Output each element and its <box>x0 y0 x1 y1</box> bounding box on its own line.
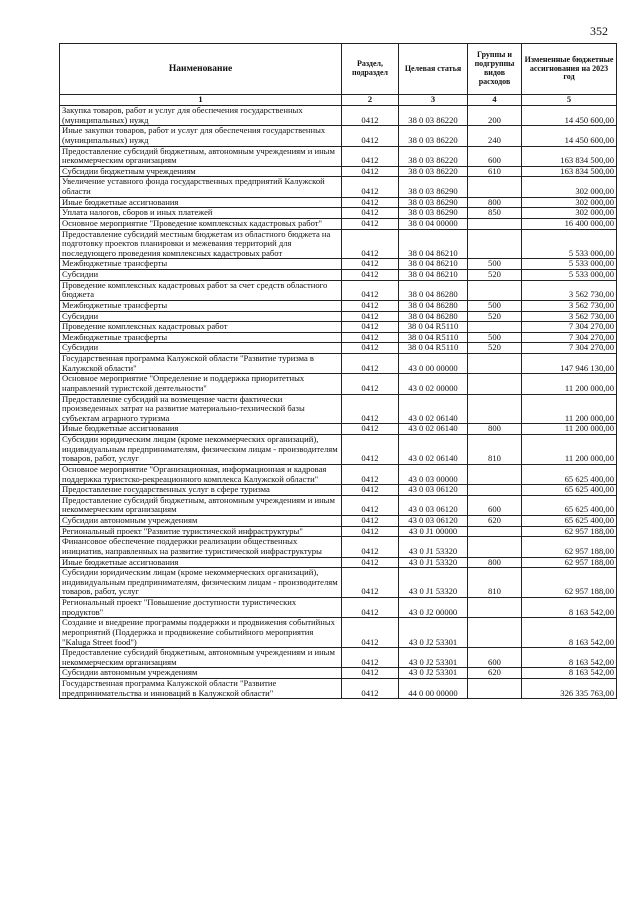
row-section: 0412 <box>342 374 399 394</box>
table-row <box>60 259 617 270</box>
table-row <box>60 197 617 208</box>
column-number: 4 <box>468 95 522 106</box>
row-article: 43 0 02 00000 <box>399 374 468 394</box>
row-amount: 14 450 600,00 <box>522 126 617 146</box>
row-name: Субсидии бюджетным учреждениям <box>60 166 342 177</box>
row-amount: 5 533 000,00 <box>522 259 617 270</box>
row-group <box>468 464 522 484</box>
row-section: 0412 <box>342 354 399 374</box>
table-row <box>60 648 617 668</box>
row-article: 38 0 04 86280 <box>399 311 468 322</box>
row-group <box>468 374 522 394</box>
column-number: 1 <box>60 95 342 106</box>
row-amount: 65 625 400,00 <box>522 495 617 515</box>
row-name: Субсидии <box>60 343 342 354</box>
row-name: Предоставление субсидий бюджетным, автономным учреждениям и иным некоммерческим организациям <box>60 146 342 166</box>
table-row <box>60 332 617 343</box>
row-section: 0412 <box>342 311 399 322</box>
row-amount: 5 533 000,00 <box>522 229 617 259</box>
row-name: Субсидии <box>60 311 342 322</box>
table-row <box>60 668 617 679</box>
table-row <box>60 354 617 374</box>
row-group <box>468 679 522 699</box>
row-group: 520 <box>468 311 522 322</box>
row-section: 0412 <box>342 280 399 300</box>
row-article: 43 0 J1 53320 <box>399 537 468 557</box>
table-row <box>60 495 617 515</box>
page-number: 352 <box>590 24 608 38</box>
row-article: 38 0 03 86220 <box>399 126 468 146</box>
row-name: Основное мероприятие "Проведение комплексных кадастровых работ" <box>60 218 342 229</box>
row-section: 0412 <box>342 218 399 229</box>
row-name: Государственная программа Калужской области "Развитие туризма в Калужской области" <box>60 354 342 374</box>
row-amount: 302 000,00 <box>522 177 617 197</box>
table-row <box>60 618 617 648</box>
table-row <box>60 229 617 259</box>
column-number: 3 <box>399 95 468 106</box>
table-row <box>60 374 617 394</box>
row-article: 43 0 03 06120 <box>399 495 468 515</box>
row-group: 500 <box>468 332 522 343</box>
header-group: Группы и подгруппы видов расходов <box>468 44 522 95</box>
table-row <box>60 485 617 496</box>
row-name: Иные бюджетные ассигнования <box>60 424 342 435</box>
row-amount: 11 200 000,00 <box>522 374 617 394</box>
row-amount: 147 946 130,00 <box>522 354 617 374</box>
row-name: Предоставление субсидий бюджетным, автономным учреждениям и иным некоммерческим организациям <box>60 648 342 668</box>
row-section: 0412 <box>342 598 399 618</box>
row-group <box>468 218 522 229</box>
row-name: Субсидии юридическим лицам (кроме некоммерческих организаций), индивидуальным предпринимателям, физическим лицам - производителям товаров, работ, услуг <box>60 435 342 465</box>
table-row <box>60 343 617 354</box>
row-group <box>468 526 522 537</box>
row-amount: 3 562 730,00 <box>522 311 617 322</box>
row-section: 0412 <box>342 568 399 598</box>
row-amount: 11 200 000,00 <box>522 394 617 424</box>
row-amount: 16 400 000,00 <box>522 218 617 229</box>
table-row <box>60 526 617 537</box>
row-group: 620 <box>468 516 522 527</box>
table-row <box>60 424 617 435</box>
row-name: Субсидии <box>60 270 342 281</box>
row-section: 0412 <box>342 435 399 465</box>
header-article: Целевая статья <box>399 44 468 95</box>
row-article: 43 0 J2 53301 <box>399 648 468 668</box>
row-amount: 62 957 188,00 <box>522 557 617 568</box>
row-name: Региональный проект "Развитие туристической инфраструктуры" <box>60 526 342 537</box>
row-name: Предоставление государственных услуг в сфере туризма <box>60 485 342 496</box>
row-section: 0412 <box>342 300 399 311</box>
row-name: Субсидии юридическим лицам (кроме некоммерческих организаций), индивидуальным предпринимателям, физическим лицам - производителям товаров, работ, услуг <box>60 568 342 598</box>
row-group <box>468 394 522 424</box>
row-amount: 5 533 000,00 <box>522 270 617 281</box>
row-article: 38 0 04 R5110 <box>399 322 468 333</box>
row-group <box>468 598 522 618</box>
row-amount: 7 304 270,00 <box>522 332 617 343</box>
table-row <box>60 270 617 281</box>
row-amount: 7 304 270,00 <box>522 322 617 333</box>
row-name: Предоставление субсидий местным бюджетам из областного бюджета на подготовку проектов планировки и межевания территорий для последующего проведения комплексных кадастровых работ <box>60 229 342 259</box>
table-row <box>60 568 617 598</box>
row-section: 0412 <box>342 485 399 496</box>
row-group <box>468 485 522 496</box>
table-row <box>60 394 617 424</box>
row-article: 43 0 03 00000 <box>399 464 468 484</box>
row-name: Государственная программа Калужской области "Развитие предпринимательства и инноваций в Калужской области" <box>60 679 342 699</box>
table-row <box>60 311 617 322</box>
row-group: 810 <box>468 435 522 465</box>
row-article: 43 0 03 06120 <box>399 516 468 527</box>
table-row <box>60 126 617 146</box>
row-section: 0412 <box>342 146 399 166</box>
row-section: 0412 <box>342 679 399 699</box>
row-amount: 11 200 000,00 <box>522 435 617 465</box>
table-row <box>60 537 617 557</box>
row-group: 600 <box>468 648 522 668</box>
row-group: 200 <box>468 106 522 126</box>
row-article: 38 0 04 R5110 <box>399 343 468 354</box>
row-group: 500 <box>468 259 522 270</box>
row-section: 0412 <box>342 618 399 648</box>
row-amount: 62 957 188,00 <box>522 568 617 598</box>
row-group <box>468 177 522 197</box>
table-row <box>60 280 617 300</box>
header-name: Наименование <box>60 44 342 95</box>
table-row <box>60 464 617 484</box>
row-name: Проведение комплексных кадастровых работ <box>60 322 342 333</box>
row-amount: 62 957 188,00 <box>522 537 617 557</box>
row-name: Иные закупки товаров, работ и услуг для обеспечения государственных (муниципальных) нужд <box>60 126 342 146</box>
row-article: 43 0 02 06140 <box>399 435 468 465</box>
row-group: 800 <box>468 424 522 435</box>
row-article: 38 0 04 R5110 <box>399 332 468 343</box>
table-row <box>60 218 617 229</box>
row-group <box>468 354 522 374</box>
row-section: 0412 <box>342 197 399 208</box>
row-amount: 7 304 270,00 <box>522 343 617 354</box>
row-article: 43 0 02 06140 <box>399 424 468 435</box>
row-section: 0412 <box>342 259 399 270</box>
row-article: 43 0 00 00000 <box>399 354 468 374</box>
header-section: Раздел, подраздел <box>342 44 399 95</box>
row-group <box>468 280 522 300</box>
table-row <box>60 208 617 219</box>
row-article: 43 0 J1 53320 <box>399 557 468 568</box>
row-section: 0412 <box>342 464 399 484</box>
row-name: Иные бюджетные ассигнования <box>60 557 342 568</box>
header-amount: Измененные бюджетные ассигнования на 2023 год <box>522 44 617 95</box>
row-group: 800 <box>468 557 522 568</box>
row-name: Увеличение уставного фонда государственных предприятий Калужской области <box>60 177 342 197</box>
row-name: Проведение комплексных кадастровых работ за счет средств областного бюджета <box>60 280 342 300</box>
row-name: Иные бюджетные ассигнования <box>60 197 342 208</box>
row-amount: 3 562 730,00 <box>522 300 617 311</box>
row-article: 38 0 03 86220 <box>399 146 468 166</box>
row-group: 520 <box>468 343 522 354</box>
row-article: 38 0 03 86290 <box>399 197 468 208</box>
row-amount: 65 625 400,00 <box>522 464 617 484</box>
row-amount: 8 163 542,00 <box>522 598 617 618</box>
table-body <box>60 106 617 699</box>
row-group: 600 <box>468 146 522 166</box>
row-article: 43 0 03 06120 <box>399 485 468 496</box>
row-article: 38 0 04 00000 <box>399 218 468 229</box>
row-article: 43 0 J2 00000 <box>399 598 468 618</box>
row-section: 0412 <box>342 526 399 537</box>
row-section: 0412 <box>342 106 399 126</box>
table-row <box>60 106 617 126</box>
row-name: Субсидии автономным учреждениям <box>60 516 342 527</box>
budget-table <box>59 43 617 699</box>
row-group: 600 <box>468 495 522 515</box>
row-name: Межбюджетные трансферты <box>60 332 342 343</box>
row-group <box>468 537 522 557</box>
row-article: 38 0 03 86290 <box>399 208 468 219</box>
row-article: 43 0 J1 00000 <box>399 526 468 537</box>
row-name: Закупка товаров, работ и услуг для обеспечения государственных (муниципальных) нужд <box>60 106 342 126</box>
row-article: 43 0 02 06140 <box>399 394 468 424</box>
row-name: Межбюджетные трансферты <box>60 300 342 311</box>
row-name: Региональный проект "Повышение доступности туристических продуктов" <box>60 598 342 618</box>
row-group <box>468 322 522 333</box>
row-name: Предоставление субсидий бюджетным, автономным учреждениям и иным некоммерческим организациям <box>60 495 342 515</box>
table-row <box>60 300 617 311</box>
row-section: 0412 <box>342 332 399 343</box>
row-group: 500 <box>468 300 522 311</box>
row-group: 610 <box>468 166 522 177</box>
table-row <box>60 177 617 197</box>
row-article: 38 0 03 86220 <box>399 166 468 177</box>
row-group <box>468 229 522 259</box>
column-number: 2 <box>342 95 399 106</box>
row-name: Основное мероприятие "Организационная, информационная и кадровая поддержка туристско-рекреационного комплекса Калужской области" <box>60 464 342 484</box>
row-section: 0412 <box>342 495 399 515</box>
row-group: 800 <box>468 197 522 208</box>
table-row <box>60 557 617 568</box>
row-section: 0412 <box>342 394 399 424</box>
table-row <box>60 322 617 333</box>
row-amount: 3 562 730,00 <box>522 280 617 300</box>
row-section: 0412 <box>342 208 399 219</box>
row-amount: 8 163 542,00 <box>522 618 617 648</box>
row-section: 0412 <box>342 557 399 568</box>
row-article: 38 0 04 86280 <box>399 280 468 300</box>
row-group: 850 <box>468 208 522 219</box>
row-group: 620 <box>468 668 522 679</box>
row-name: Создание и внедрение программы поддержки и продвижения событийных мероприятий (Поддержка и продвижение событийного мероприятия "Kaluga Street food") <box>60 618 342 648</box>
row-section: 0412 <box>342 126 399 146</box>
table-row <box>60 598 617 618</box>
row-article: 38 0 03 86290 <box>399 177 468 197</box>
row-amount: 65 625 400,00 <box>522 485 617 496</box>
row-article: 38 0 04 86280 <box>399 300 468 311</box>
row-article: 38 0 04 86210 <box>399 259 468 270</box>
row-section: 0412 <box>342 166 399 177</box>
row-name: Субсидии автономным учреждениям <box>60 668 342 679</box>
row-section: 0412 <box>342 177 399 197</box>
row-amount: 163 834 500,00 <box>522 146 617 166</box>
row-group <box>468 618 522 648</box>
row-amount: 14 450 600,00 <box>522 106 617 126</box>
row-section: 0412 <box>342 648 399 668</box>
table-row <box>60 146 617 166</box>
row-name: Предоставление субсидий на возмещение части фактически произведенных затрат на развитие материально-технической базы субъектам аграрного туризма <box>60 394 342 424</box>
row-article: 43 0 J2 53301 <box>399 668 468 679</box>
row-amount: 302 000,00 <box>522 197 617 208</box>
row-section: 0412 <box>342 343 399 354</box>
row-amount: 11 200 000,00 <box>522 424 617 435</box>
row-name: Межбюджетные трансферты <box>60 259 342 270</box>
row-section: 0412 <box>342 270 399 281</box>
row-section: 0412 <box>342 424 399 435</box>
row-name: Финансовое обеспечение поддержки реализации общественных инициатив, направленных на развитие туристической инфраструктуры <box>60 537 342 557</box>
row-group: 810 <box>468 568 522 598</box>
row-amount: 163 834 500,00 <box>522 166 617 177</box>
row-section: 0412 <box>342 516 399 527</box>
row-section: 0412 <box>342 668 399 679</box>
row-amount: 8 163 542,00 <box>522 668 617 679</box>
row-name: Уплата налогов, сборов и иных платежей <box>60 208 342 219</box>
column-number: 5 <box>522 95 617 106</box>
row-amount: 65 625 400,00 <box>522 516 617 527</box>
table-header-row <box>60 44 617 95</box>
row-article: 43 0 J1 53320 <box>399 568 468 598</box>
table-row <box>60 435 617 465</box>
row-section: 0412 <box>342 322 399 333</box>
row-article: 38 0 04 86210 <box>399 270 468 281</box>
row-amount: 62 957 188,00 <box>522 526 617 537</box>
row-section: 0412 <box>342 537 399 557</box>
row-amount: 302 000,00 <box>522 208 617 219</box>
row-name: Основное мероприятие "Определение и поддержка приоритетных направлений туристской деятельности" <box>60 374 342 394</box>
row-group: 520 <box>468 270 522 281</box>
row-amount: 8 163 542,00 <box>522 648 617 668</box>
row-article: 38 0 03 86220 <box>399 106 468 126</box>
column-number-row <box>60 95 617 106</box>
table-row <box>60 516 617 527</box>
row-article: 38 0 04 86210 <box>399 229 468 259</box>
row-group: 240 <box>468 126 522 146</box>
row-article: 43 0 J2 53301 <box>399 618 468 648</box>
table-row <box>60 166 617 177</box>
row-article: 44 0 00 00000 <box>399 679 468 699</box>
row-amount: 326 335 763,00 <box>522 679 617 699</box>
table-row <box>60 679 617 699</box>
row-section: 0412 <box>342 229 399 259</box>
